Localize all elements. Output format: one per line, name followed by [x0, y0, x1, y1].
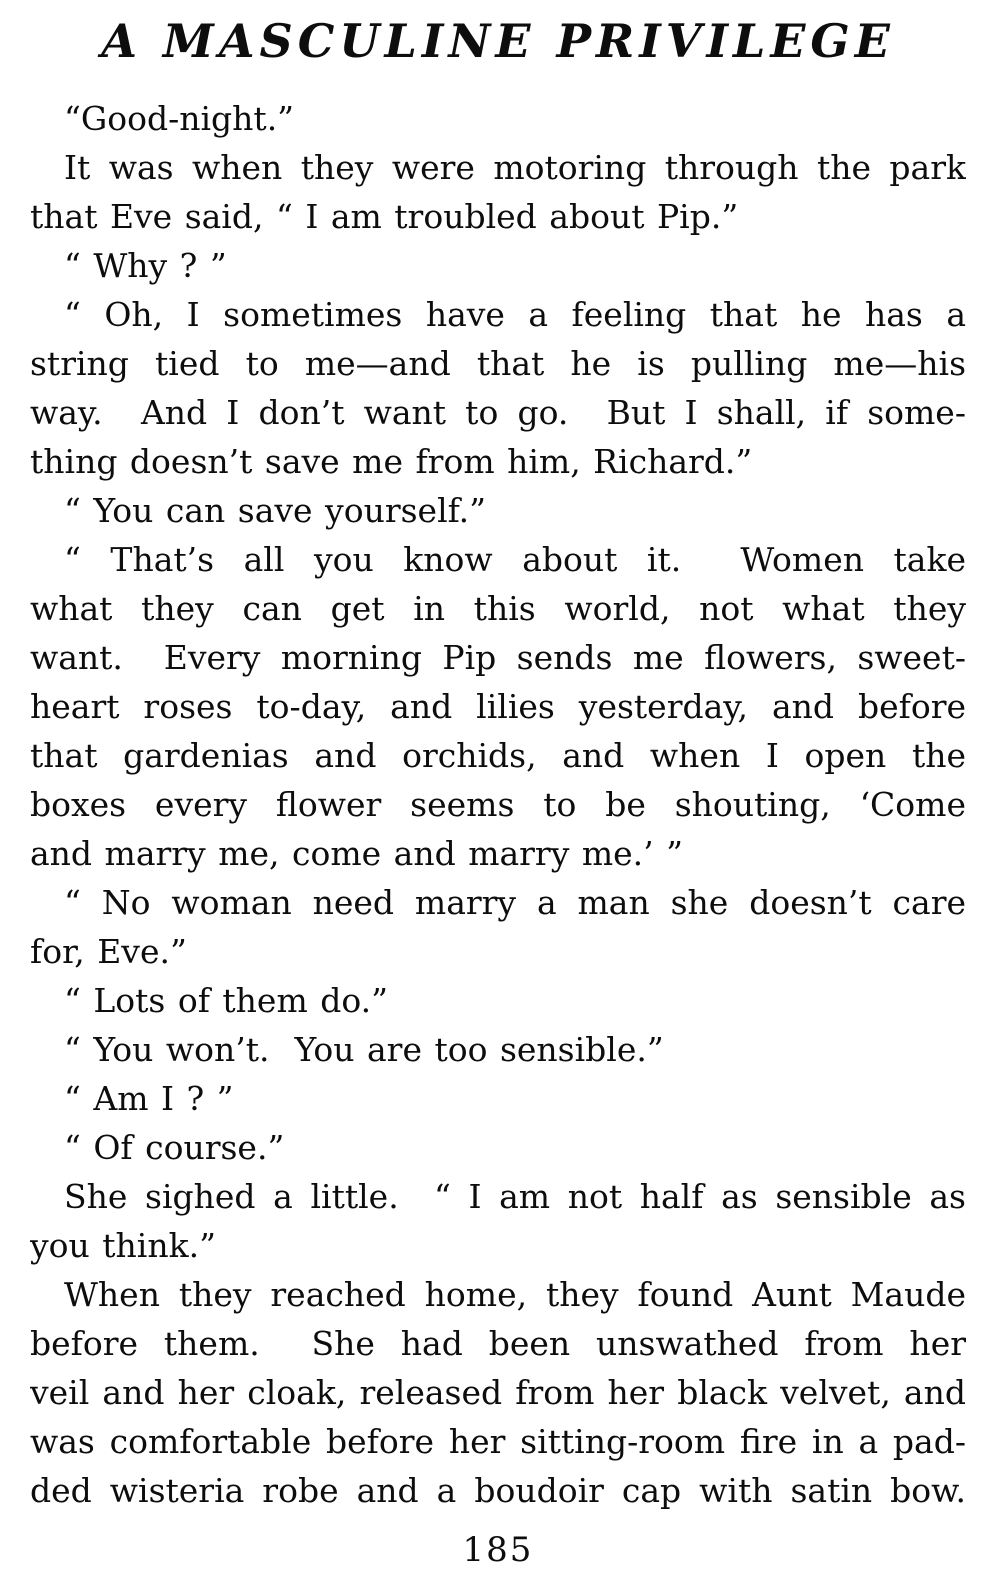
- text-line: “ Lots of them do.”: [64, 981, 388, 1020]
- text-line: ded wisteria robe and a boudoir cap with satin bow.: [30, 1471, 966, 1510]
- text-line: “ That’s all you know about it. Women take: [64, 540, 966, 579]
- text-line: want. Every morning Pip sends me flowers, sweet-: [30, 638, 966, 677]
- text-line: veil and her cloak, released from her black velvet, and: [30, 1373, 966, 1412]
- text-line: She sighed a little. “ I am not half as sensible as: [64, 1177, 966, 1216]
- text-line: “ Of course.”: [64, 1128, 285, 1167]
- text-line: “Good-night.”: [64, 99, 295, 138]
- text-line: thing doesn’t save me from him, Richard.”: [30, 442, 753, 481]
- text-line: before them. She had been unswathed from her: [30, 1324, 966, 1363]
- text-line: for, Eve.”: [30, 932, 187, 971]
- text-line: that Eve said, “ I am troubled about Pip.”: [30, 197, 739, 236]
- text-line: When they reached home, they found Aunt Maude: [64, 1275, 966, 1314]
- page-number: 185: [462, 1530, 534, 1570]
- text-line: was comfortable before her sitting-room fire in a pad-: [30, 1422, 966, 1461]
- text-line: you think.”: [30, 1226, 216, 1265]
- text-line: that gardenias and orchids, and when I open the: [30, 736, 966, 775]
- text-line: “ You won’t. You are too sensible.”: [64, 1030, 664, 1069]
- text-line: heart roses to-day, and lilies yesterday, and before: [30, 687, 966, 726]
- page-body: [30, 94, 966, 1515]
- text-line: “ Oh, I sometimes have a feeling that he has a: [64, 295, 966, 334]
- text-line: It was when they were motoring through the park: [64, 148, 966, 187]
- page-header-title: A MASCULINE PRIVILEGE: [101, 14, 895, 68]
- text-line: “ Why ? ”: [64, 246, 227, 285]
- text-line: “ No woman need marry a man she doesn’t care: [64, 883, 966, 922]
- text-line: “ You can save yourself.”: [64, 491, 487, 530]
- text-line: what they can get in this world, not what they: [30, 589, 966, 628]
- text-line: way. And I don’t want to go. But I shall, if some-: [30, 393, 966, 432]
- text-line: string tied to me—and that he is pulling me—his: [30, 344, 966, 383]
- text-line: and marry me, come and marry me.’ ”: [30, 834, 684, 873]
- text-line: boxes every flower seems to be shouting, ‘Come: [30, 785, 966, 824]
- text-line: “ Am I ? ”: [64, 1079, 234, 1118]
